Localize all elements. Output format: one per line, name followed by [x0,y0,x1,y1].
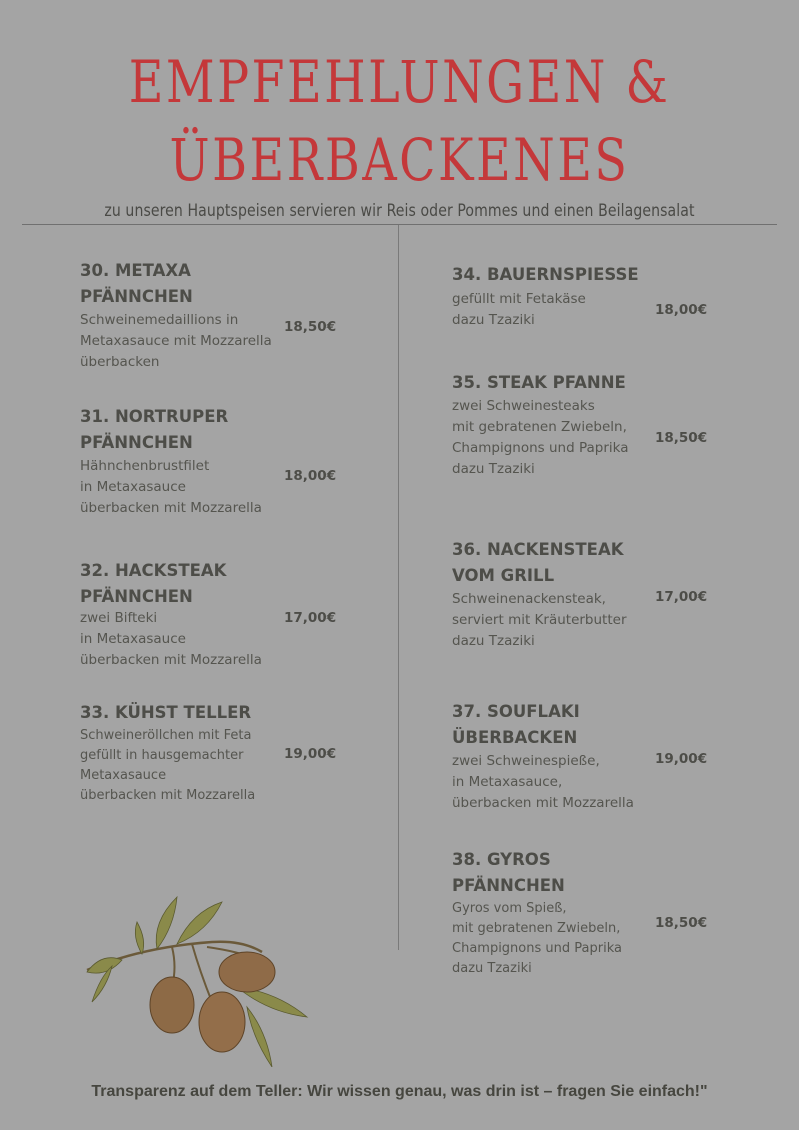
menu-item-title: 38. GYROS PFÄNNCHEN [452,850,565,895]
menu-item-description: zwei Schweinespieße, in Metaxasauce, überbacken mit Mozzarella [452,753,634,811]
menu-item-title: 36. NACKENSTEAK VOM GRILL [452,540,624,585]
menu-item-price: 17,00€ [655,589,708,605]
menu-item-price: 18,00€ [284,468,337,484]
menu-item-title: 35. STEAK PFANNE [452,373,626,392]
menu-item-title: 32. HACKSTEAK PFÄNNCHEN [80,561,227,606]
menu-item-price: 17,00€ [284,610,337,626]
menu-item-price: 18,50€ [655,915,708,931]
olive-branch-illustration [82,892,312,1067]
horizontal-divider [22,224,777,225]
menu-item-description: Hähnchenbrustfilet in Metaxasauce überbacken mit Mozzarella [80,458,262,516]
menu-item [80,404,380,519]
menu-item-price: 19,00€ [284,746,337,762]
footer-note: Transparenz auf dem Teller: Wir wissen genau, was drin ist – fragen Sie einfach!" [91,1083,708,1100]
vertical-divider [398,225,399,950]
menu-item-description: Schweinemedaillions in Metaxasauce mit Mozzarella überbacken [80,312,272,370]
page-title-line1: EMPFEHLUNGEN & [128,48,671,116]
menu-item-price: 18,50€ [655,430,708,446]
subtitle: zu unseren Hauptspeisen servieren wir Reis oder Pommes und einen Beilagensalat [104,201,695,221]
menu-item [452,847,752,979]
menu-item-description: zwei Schweinesteaks mit gebratenen Zwiebeln, Champignons und Paprika dazu Tzaziki [452,398,629,477]
menu-item-price: 18,00€ [655,302,708,318]
menu-item-description: Schweinenackensteak, serviert mit Kräuterbutter dazu Tzaziki [452,591,627,649]
menu-item-title: 37. SOUFLAKI ÜBERBACKEN [452,702,580,747]
menu-item-price: 19,00€ [655,751,708,767]
menu-item-price: 18,50€ [284,319,337,335]
menu-item-description: Gyros vom Spieß, mit gebratenen Zwiebeln, Champignons und Paprika dazu Tzaziki [452,901,622,976]
page-title-line2: ÜBERBACKENES [169,126,630,194]
menu-item-title: 33. KÜHST TELLER [80,703,252,722]
menu-item-description: zwei Bifteki in Metaxasauce überbacken mit Mozzarella [80,610,262,668]
menu-item-description: gefüllt mit Fetakäse dazu Tzaziki [452,291,586,328]
menu-item [452,262,752,331]
menu-item-description: Schweineröllchen mit Feta gefüllt in hausgemachter Metaxasauce überbacken mit Mozzarella [80,728,256,803]
menu-item [80,258,380,373]
menu-item-title: 30. METAXA PFÄNNCHEN [80,261,193,306]
menu-item [452,370,752,480]
menu-item-title: 31. NORTRUPER PFÄNNCHEN [80,407,229,452]
menu-item-title: 34. BAUERNSPIESSE [452,265,639,284]
